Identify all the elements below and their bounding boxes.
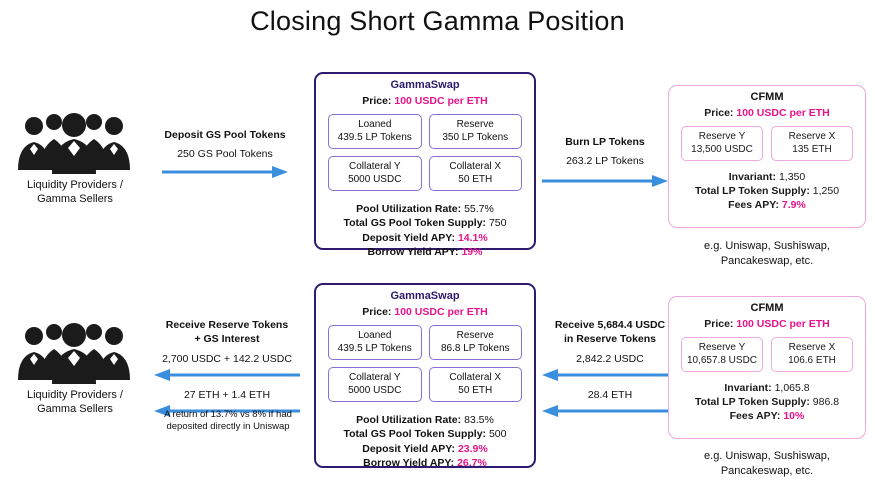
actor-top-caption-line1: Liquidity Providers / xyxy=(27,179,123,191)
cell-value: 86.8 LP Tokens xyxy=(440,343,510,354)
stat-pool-utilization xyxy=(326,203,524,215)
cell-label: Collateral X xyxy=(449,372,502,383)
cfmm-bottom-cell-reserve-y xyxy=(681,337,763,372)
cell-label: Reserve xyxy=(456,330,494,341)
gammaswap-top-cell-collateral-y xyxy=(328,156,422,191)
stat-value: 19% xyxy=(461,246,483,258)
cell-value: 50 ETH xyxy=(458,174,493,185)
cell-value: 439.5 LP Tokens xyxy=(337,132,412,143)
cfmm-top-note xyxy=(662,239,872,269)
cell-label: Reserve xyxy=(456,119,494,130)
deposit-arrow-amount: 250 GS Pool Tokens xyxy=(177,148,273,160)
reserve-arrow-amount-usdc: 2,842.2 USDC xyxy=(576,353,644,365)
stat-key: Total GS Pool Token Supply: xyxy=(343,217,487,229)
cfmm-bottom-cells xyxy=(669,330,865,374)
receive-arrow-note-line1: A return of 13.7% vs 8% if had xyxy=(164,409,292,420)
gammaswap-bottom-cell-collateral-x xyxy=(429,367,523,402)
stat-deposit-yield-apy xyxy=(326,232,524,244)
stat-value: 500 xyxy=(488,428,507,440)
cell-label: Collateral Y xyxy=(348,161,401,172)
stat-key: Pool Utilization Rate: xyxy=(356,202,462,215)
stat-value: 83.5% xyxy=(464,413,494,426)
stat-total-supply xyxy=(326,428,524,440)
receive-arrow-amount-usdc: 2,700 USDC + 142.2 USDC xyxy=(162,353,292,365)
arrow-left-icon-eth xyxy=(540,404,680,418)
receive-arrow-amount-eth: 27 ETH + 1.4 ETH xyxy=(183,389,271,401)
receive-arrow-note-line2: deposited directly in Uniswap xyxy=(166,421,290,432)
cfmm-bottom-title: CFMM xyxy=(750,302,784,314)
cfmm-bottom-note xyxy=(662,449,872,479)
stat-value: 26.7% xyxy=(457,457,487,469)
deposit-arrow-label: Deposit GS Pool Tokens xyxy=(164,129,286,141)
reserve-arrow-amount-eth: 28.4 ETH xyxy=(587,389,633,401)
gammaswap-top-stats xyxy=(316,193,534,267)
cfmm-top-note-line1: e.g. Uniswap, Sushiswap, xyxy=(704,240,830,252)
actor-group-top xyxy=(10,108,140,206)
gammaswap-bottom-price-value: 100 USDC per ETH xyxy=(394,306,488,318)
deposit-arrow-group xyxy=(160,128,290,180)
cfmm-bottom-cell-reserve-x xyxy=(771,337,853,372)
actor-group-bottom xyxy=(10,318,140,416)
cell-value: 439.5 LP Tokens xyxy=(337,343,412,354)
receive-arrow-label-line1: Receive Reserve Tokens xyxy=(165,319,289,331)
gammaswap-bottom-price-label: Price: xyxy=(362,306,392,318)
stat-key: Invariant: xyxy=(724,382,772,394)
gammaswap-bottom-cell-collateral-y xyxy=(328,367,422,402)
cell-value: 135 ETH xyxy=(792,144,832,155)
stat-key: Fees APY: xyxy=(729,410,781,422)
cfmm-box-top xyxy=(668,85,866,228)
gammaswap-box-bottom xyxy=(314,283,536,468)
cell-value: 350 LP Tokens xyxy=(442,132,509,143)
stat-value: 986.8 xyxy=(812,396,840,408)
cfmm-bottom-price-label: Price: xyxy=(704,318,734,330)
gammaswap-top-price-label: Price: xyxy=(362,95,392,107)
reserve-arrow-group xyxy=(540,318,680,418)
stat-key: Deposit Yield APY: xyxy=(362,231,456,244)
stat-total-lp-supply xyxy=(677,185,857,197)
stat-value: 10% xyxy=(783,410,805,422)
stat-total-lp-supply xyxy=(677,396,857,408)
gammaswap-bottom-title: GammaSwap xyxy=(390,290,460,302)
cell-value: 106.6 ETH xyxy=(788,355,836,366)
page-title: Closing Short Gamma Position xyxy=(250,6,625,36)
stat-key: Total GS Pool Token Supply: xyxy=(343,428,487,440)
stat-value: 7.9% xyxy=(781,199,806,211)
gammaswap-top-cells xyxy=(316,107,534,193)
reserve-arrow-label-line2: in Reserve Tokens xyxy=(563,333,656,345)
stat-value: 1,065.8 xyxy=(774,382,810,394)
stat-borrow-yield-apy xyxy=(326,457,524,469)
gammaswap-box-top xyxy=(314,72,536,258)
cfmm-top-cells xyxy=(669,119,865,163)
cfmm-top-stats xyxy=(669,163,865,218)
cfmm-top-note-line2: Pancakeswap, etc. xyxy=(720,255,814,267)
actor-top-caption-line2: Gamma Sellers xyxy=(37,193,113,205)
cfmm-top-price xyxy=(669,107,865,119)
stat-invariant xyxy=(677,171,857,183)
stat-key: Fees APY: xyxy=(728,199,779,211)
actor-top-caption xyxy=(10,178,140,206)
stat-value: 55.7% xyxy=(464,202,494,215)
gammaswap-bottom-price xyxy=(316,306,534,318)
gammaswap-top-price-value: 100 USDC per ETH xyxy=(394,95,488,107)
cell-label: Reserve Y xyxy=(698,131,746,142)
actor-bottom-caption xyxy=(10,388,140,416)
cfmm-bottom-note-line2: Pancakeswap, etc. xyxy=(720,465,814,477)
gammaswap-top-title: GammaSwap xyxy=(390,79,460,91)
people-icon-top xyxy=(10,108,140,176)
gammaswap-bottom-cells xyxy=(316,318,534,404)
burn-arrow-group xyxy=(540,135,670,189)
cfmm-top-price-value: 100 USDC per ETH xyxy=(736,107,830,119)
stat-fees-apy xyxy=(677,410,857,422)
cell-value: 5000 USDC xyxy=(348,174,402,185)
stat-key: Total LP Token Supply: xyxy=(694,185,810,197)
cfmm-bottom-stats xyxy=(669,374,865,429)
burn-arrow-label: Burn LP Tokens xyxy=(565,136,645,148)
cell-label: Reserve Y xyxy=(698,342,746,353)
arrow-right-icon xyxy=(540,173,670,189)
stat-key: Invariant: xyxy=(728,171,777,183)
burn-arrow-amount: 263.2 LP Tokens xyxy=(566,155,644,167)
gammaswap-top-cell-loaned xyxy=(328,114,422,149)
reserve-arrow-label-line1: Receive 5,684.4 USDC xyxy=(554,319,666,331)
gammaswap-top-cell-collateral-x xyxy=(429,156,523,191)
people-icon-bottom xyxy=(10,318,140,386)
receive-arrow-note xyxy=(128,409,328,433)
cell-label: Collateral Y xyxy=(348,372,401,383)
cell-label: Loaned xyxy=(358,119,392,130)
actor-bottom-caption-line1: Liquidity Providers / xyxy=(27,389,123,401)
stat-value: 23.9% xyxy=(457,442,488,455)
stat-key: Borrow Yield APY: xyxy=(367,246,459,258)
stat-key: Total LP Token Supply: xyxy=(694,396,810,408)
receive-arrow-label-line2: + GS Interest xyxy=(194,333,260,345)
receive-arrow-group xyxy=(152,318,302,418)
stat-key: Borrow Yield APY: xyxy=(363,457,455,469)
gammaswap-bottom-cell-loaned xyxy=(328,325,422,360)
cell-value: 13,500 USDC xyxy=(691,144,753,155)
cfmm-top-price-label: Price: xyxy=(704,107,734,119)
cell-label: Collateral X xyxy=(449,161,502,172)
cell-label: Reserve X xyxy=(788,342,836,353)
cell-label: Reserve X xyxy=(788,131,836,142)
gammaswap-bottom-stats xyxy=(316,404,534,478)
arrow-left-icon-usdc xyxy=(540,368,680,382)
cfmm-top-cell-reserve-y xyxy=(681,126,763,161)
arrow-left-icon-usdc xyxy=(152,368,302,382)
gammaswap-top-price xyxy=(316,95,534,107)
gammaswap-bottom-cell-reserve xyxy=(429,325,523,360)
stat-value: 14.1% xyxy=(457,231,488,244)
cell-value: 5000 USDC xyxy=(348,385,402,396)
stat-deposit-yield-apy xyxy=(326,443,524,455)
stat-value: 1,350 xyxy=(778,171,806,183)
actor-bottom-caption-line2: Gamma Sellers xyxy=(37,403,113,415)
stat-invariant xyxy=(677,382,857,394)
stat-total-supply xyxy=(326,217,524,229)
cell-label: Loaned xyxy=(358,330,392,341)
cfmm-bottom-price xyxy=(669,318,865,330)
cfmm-top-cell-reserve-x xyxy=(771,126,853,161)
cfmm-bottom-price-value: 100 USDC per ETH xyxy=(736,318,830,330)
cfmm-top-title: CFMM xyxy=(750,91,784,103)
cell-value: 10,657.8 USDC xyxy=(686,355,758,366)
cfmm-bottom-note-line1: e.g. Uniswap, Sushiswap, xyxy=(704,450,830,462)
stat-pool-utilization xyxy=(326,414,524,426)
gammaswap-top-cell-reserve xyxy=(429,114,523,149)
arrow-right-icon xyxy=(160,164,290,180)
stat-fees-apy xyxy=(677,199,857,211)
stat-value: 750 xyxy=(488,217,507,229)
cell-value: 50 ETH xyxy=(458,385,493,396)
stat-key: Deposit Yield APY: xyxy=(362,442,456,455)
stat-value: 1,250 xyxy=(812,185,840,197)
stat-key: Pool Utilization Rate: xyxy=(356,413,462,426)
cfmm-box-bottom xyxy=(668,296,866,439)
stat-borrow-yield-apy xyxy=(326,246,524,258)
